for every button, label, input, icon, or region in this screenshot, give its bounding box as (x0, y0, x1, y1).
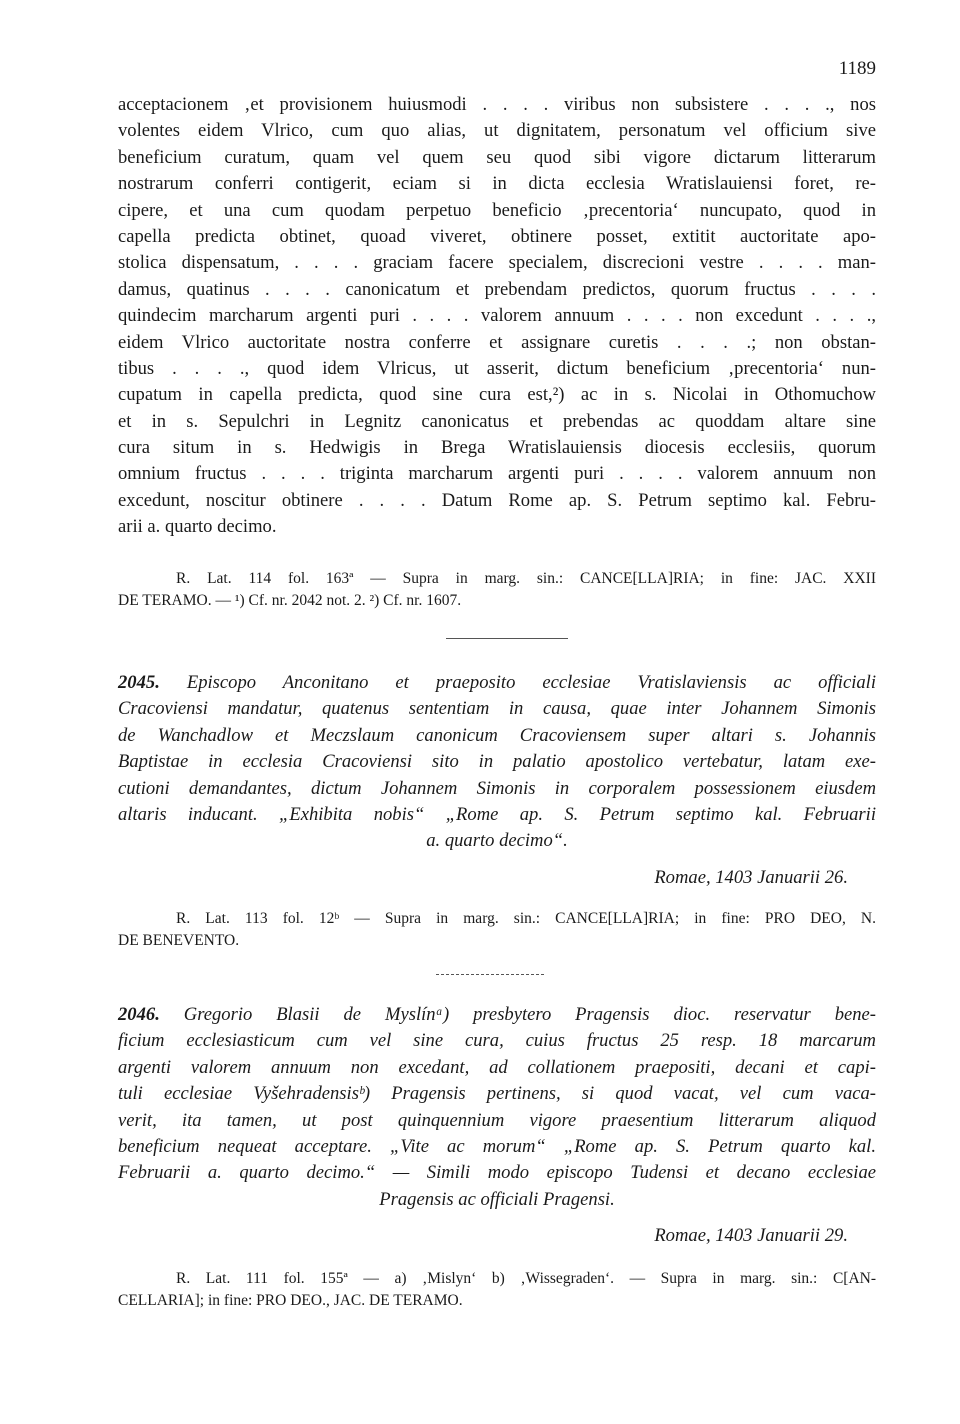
entry-date: Romae, 1403 Januarii 26. (654, 866, 848, 888)
text-line: capella predicta obtinet, quoad viveret, obtinere posset, extitit auctoritate apo- (118, 225, 876, 247)
text-line: cipere, et una cum quodam perpetuo beneficio ‚precentoria‘ nuncupato, quod in (118, 199, 876, 221)
entry-2046 (118, 1002, 876, 1250)
entry-line: Cracoviensi mandatur, quatenus sententiam in causa, quae inter Johannem Simonis (118, 698, 876, 720)
text-line: beneficium curatum, quam vel quem seu quod sibi vigore dictarum litterarum (118, 146, 876, 168)
entry-line: Baptistae in ecclesia Cracoviensi sito in palatio apostolico vertebatur, latam exe- (118, 751, 876, 773)
text-line: quindecim marcharum argenti puri . . . . valorem annuum . . . . non excedunt . . . ., (118, 305, 876, 327)
footnote-block (118, 908, 876, 952)
entry-heading-text: Gregorio Blasii de Myslínᵃ) presbytero Pragensis dioc. reservatur bene- (183, 1004, 876, 1025)
entry-date: Romae, 1403 Januarii 29. (654, 1225, 848, 1247)
text-line: tibus . . . ., quod idem Vlricus, ut asserit, dictum beneficium ‚precentoria‘ nun- (118, 357, 876, 379)
footnote-line: DE TERAMO. — ¹) Cf. nr. 2042 not. 2. ²) Cf. nr. 1607. (118, 592, 462, 609)
text-line: eidem Vlrico auctoritate nostra conferre et assignare curetis . . . .; non obstan- (118, 331, 876, 353)
main-text-block (118, 92, 876, 541)
text-line: cura situm in s. Hedwigis in Brega Wratislauiensis diocesis ecclesiis, quorum (118, 437, 876, 459)
entry-2045 (118, 670, 876, 891)
entry-line: altaris inducant. „Exhibita nobis“ „Rome ap. S. Petrum septimo kal. Februarii (118, 803, 876, 825)
page-number: 1189 (838, 58, 876, 79)
text-line: et in s. Sepulchri in Legnitz canonicatus et prebendas ac quoddam altare sine (118, 410, 876, 432)
entry-line: argenti valorem annuum non excedant, ad collationem praepositi, decani et capi- (118, 1056, 876, 1078)
text-line: nostrarum conferri contigerit, eciam si in dicta ecclesia Wratislauiensi foret, re- (118, 173, 876, 195)
entry-line: tuli ecclesiae Vyšehradensisᵇ) Pragensis pertinens, si quod vacat, vel cum vaca- (118, 1083, 876, 1105)
footnote-line: R. Lat. 114 fol. 163ª — Supra in marg. sin.: CANCE[LLA]RIA; in fine: JAC. XXII (176, 570, 876, 587)
entry-heading-text: Episcopo Anconitano et praeposito ecclesiae Vratislaviensis ac officiali (186, 672, 876, 693)
entry-heading-line (118, 1002, 876, 1028)
text-line: volentes eidem Vlrico, cum quo alias, ut dignitatem, personatum vel officium sive (118, 120, 876, 142)
entry-line: ficium ecclesiasticum cum vel sine cura, cuius fructus 25 resp. 18 marcarum (118, 1030, 876, 1052)
entry-line: Februarii a. quarto decimo.“ — Simili modo episcopo Tudensi et decano ecclesiae (118, 1162, 876, 1184)
footnote-line: DE BENEVENTO. (118, 932, 240, 949)
text-line: damus, quatinus . . . . canonicatum et prebendam predictos, quorum fructus . . . . (118, 278, 876, 300)
footnote-block (118, 568, 876, 612)
text-line: cupatum in capella predicta, quod sine cura est,²) ac in s. Nicolai in Othomuchow (118, 384, 876, 406)
separator-rule (436, 974, 544, 975)
footnote-block (118, 1268, 876, 1312)
entry-number: 2046. (118, 1004, 160, 1025)
entry-line: cutioni demandantes, dictum Johannem Simonis in corporalem possessionem eiusdem (118, 777, 876, 799)
text-line: omnium fructus . . . . triginta marcharum argenti puri . . . . valorem annuum non (118, 463, 876, 485)
entry-number: 2045. (118, 672, 160, 693)
entry-line: beneficium nequeat acceptare. „Vite ac morum“ „Rome ap. S. Petrum quarto kal. (118, 1135, 876, 1157)
entry-center-line: Pragensis ac officiali Pragensi. (379, 1188, 615, 1210)
entry-line: verit, ita tamen, ut post quinquennium vigore praesentium litterarum aliquod (118, 1109, 876, 1131)
entry-heading-line (118, 670, 876, 696)
footnote-line: CELLARIA]; in fine: PRO DEO., JAC. DE TERAMO. (118, 1292, 463, 1309)
text-line: arii a. quarto decimo. (118, 516, 277, 538)
text-line: stolica dispensatum, . . . . graciam facere specialem, discrecioni vestre . . . . man- (118, 252, 876, 274)
footnote-line: R. Lat. 113 fol. 12ᵇ — Supra in marg. sin.: CANCE[LLA]RIA; in fine: PRO DEO, N. (176, 910, 876, 927)
footnote-line: R. Lat. 111 fol. 155ª — a) ‚Mislyn‘ b) ‚Wissegraden‘. — Supra in marg. sin.: C[AN- (176, 1270, 876, 1287)
text-line: excedunt, noscitur obtinere . . . . Datum Rome ap. S. Petrum septimo kal. Febru- (118, 489, 876, 511)
text-line: acceptacionem ‚et provisionem huiusmodi . . . . viribus non subsistere . . . ., nos (118, 94, 876, 115)
entry-line: de Wanchadlow et Meczslaum canonicum Cracoviensem super altari s. Johannis (118, 724, 876, 746)
entry-center-line: a. quarto decimo“. (426, 830, 568, 852)
separator-rule (446, 638, 568, 639)
